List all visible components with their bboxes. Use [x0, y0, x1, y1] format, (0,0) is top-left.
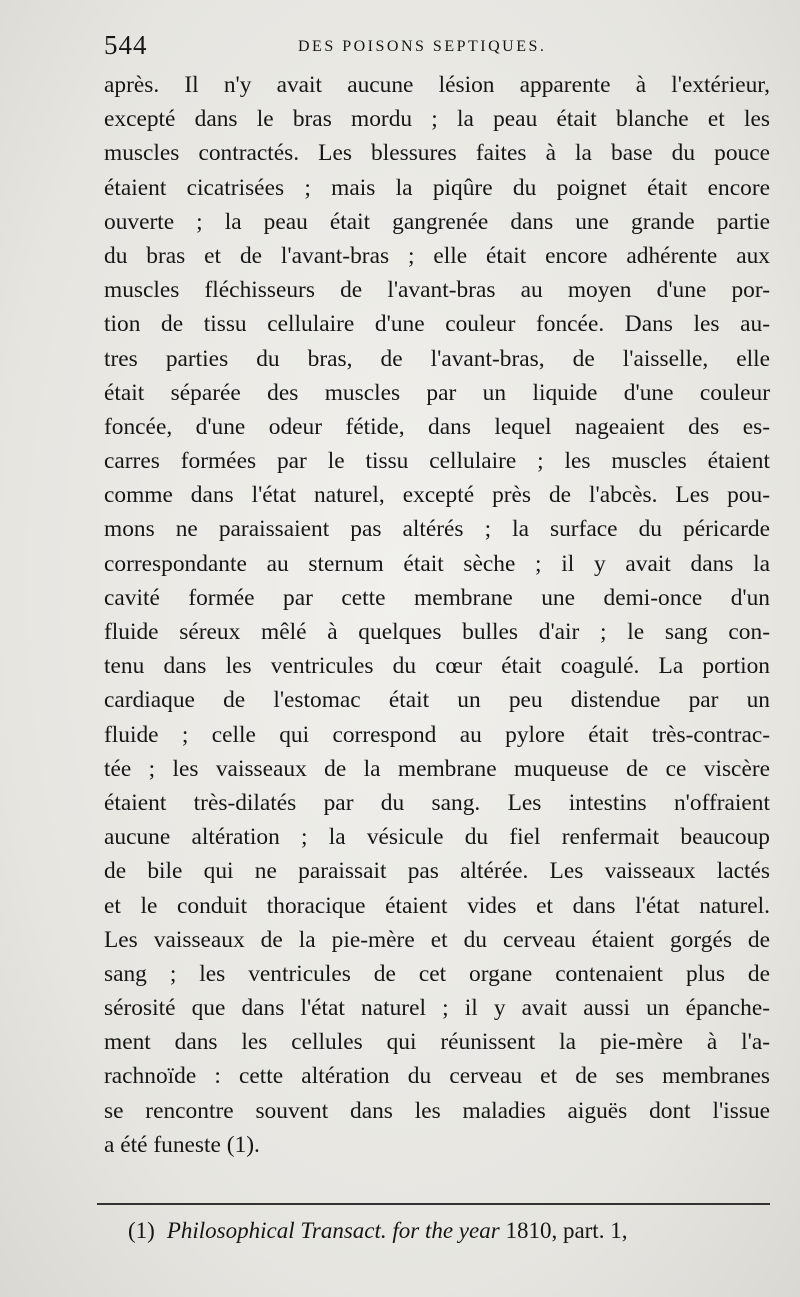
text-line: étaient cicatrisées ; mais la piqûre du poignet était encore: [104, 174, 770, 201]
text-line: cardiaque de l'estomac était un peu distendue par un: [104, 687, 770, 714]
text-line: après. Il n'y avait aucune lésion apparente à l'extérieur,: [104, 72, 770, 98]
text-line: était séparée des muscles par un liquide d'une couleur: [104, 379, 770, 406]
page-number: 544: [104, 30, 148, 60]
text-line: aucune altération ; la vésicule du fiel renfermait beaucoup: [104, 824, 770, 851]
text-line: a été funeste (1).: [104, 1131, 260, 1158]
text-line: rachnoïde : cette altération du cerveau et de ses membranes: [104, 1063, 770, 1090]
text-line: sérosité que dans l'état naturel ; il y avait aussi un épanche-: [104, 995, 770, 1022]
text-line: du bras et de l'avant-bras ; elle était encore adhérente aux: [104, 242, 770, 269]
page-header: [100, 30, 780, 66]
text-line: Les vaisseaux de la pie-mère et du cerveau étaient gorgés de: [104, 926, 770, 953]
footnote-divider: [97, 1203, 770, 1205]
text-line: sang ; les ventricules de cet organe contenaient plus de: [104, 960, 770, 987]
footnote-year: 1810: [505, 1218, 552, 1243]
text-line: se rencontre souvent dans les maladies aiguës dont l'issue: [104, 1097, 770, 1124]
text-line: ment dans les cellules qui réunissent la pie-mère à l'a-: [104, 1029, 770, 1056]
text-line: fluide séreux mêlé à quelques bulles d'air ; le sang con-: [104, 619, 770, 645]
text-line: tenu dans les ventricules du cœur était coagulé. La portion: [104, 653, 770, 680]
footnote: [128, 1218, 776, 1244]
text-line: mons ne paraissaient pas altérés ; la surface du péricarde: [104, 516, 770, 543]
footnote-suffix: , part. 1,: [551, 1218, 628, 1243]
text-line: tée ; les vaisseaux de la membrane muqueuse de ce viscère: [104, 755, 770, 782]
footnote-source-title: Philosophical Transact. for the year: [166, 1218, 500, 1243]
text-line: fluide ; celle qui correspond au pylore était très-contrac-: [104, 721, 770, 748]
text-line: foncée, d'une odeur fétide, dans lequel nageaient des es-: [104, 413, 770, 440]
text-line: carres formées par le tissu cellulaire ; les muscles étaient: [104, 448, 770, 475]
running-title: DES POISONS SEPTIQUES.: [298, 38, 547, 55]
text-line: tres parties du bras, de l'avant-bras, de l'aisselle, elle: [104, 345, 770, 372]
text-line: correspondante au sternum était sèche ; il y avait dans la: [104, 550, 770, 577]
text-line: excepté dans le bras mordu ; la peau était blanche et les: [104, 106, 770, 133]
text-line: ouverte ; la peau était gangrenée dans une grande partie: [104, 208, 770, 235]
text-line: tion de tissu cellulaire d'une couleur foncée. Dans les au-: [104, 311, 770, 338]
text-line: muscles fléchisseurs de l'avant-bras au moyen d'une por-: [104, 277, 770, 304]
text-line: cavité formée par cette membrane une demi-once d'un: [104, 584, 770, 611]
text-line: muscles contractés. Les blessures faites à la base du pouce: [104, 140, 770, 167]
text-line: et le conduit thoracique étaient vides et dans l'état naturel.: [104, 892, 770, 919]
footnote-marker: (1): [128, 1218, 155, 1243]
text-line: comme dans l'état naturel, excepté près de l'abcès. Les pou-: [104, 482, 770, 509]
text-line: de bile qui ne paraissait pas altérée. Les vaisseaux lactés: [104, 858, 770, 885]
body-text: [104, 68, 770, 1162]
text-line: étaient très-dilatés par du sang. Les intestins n'offraient: [104, 789, 770, 816]
